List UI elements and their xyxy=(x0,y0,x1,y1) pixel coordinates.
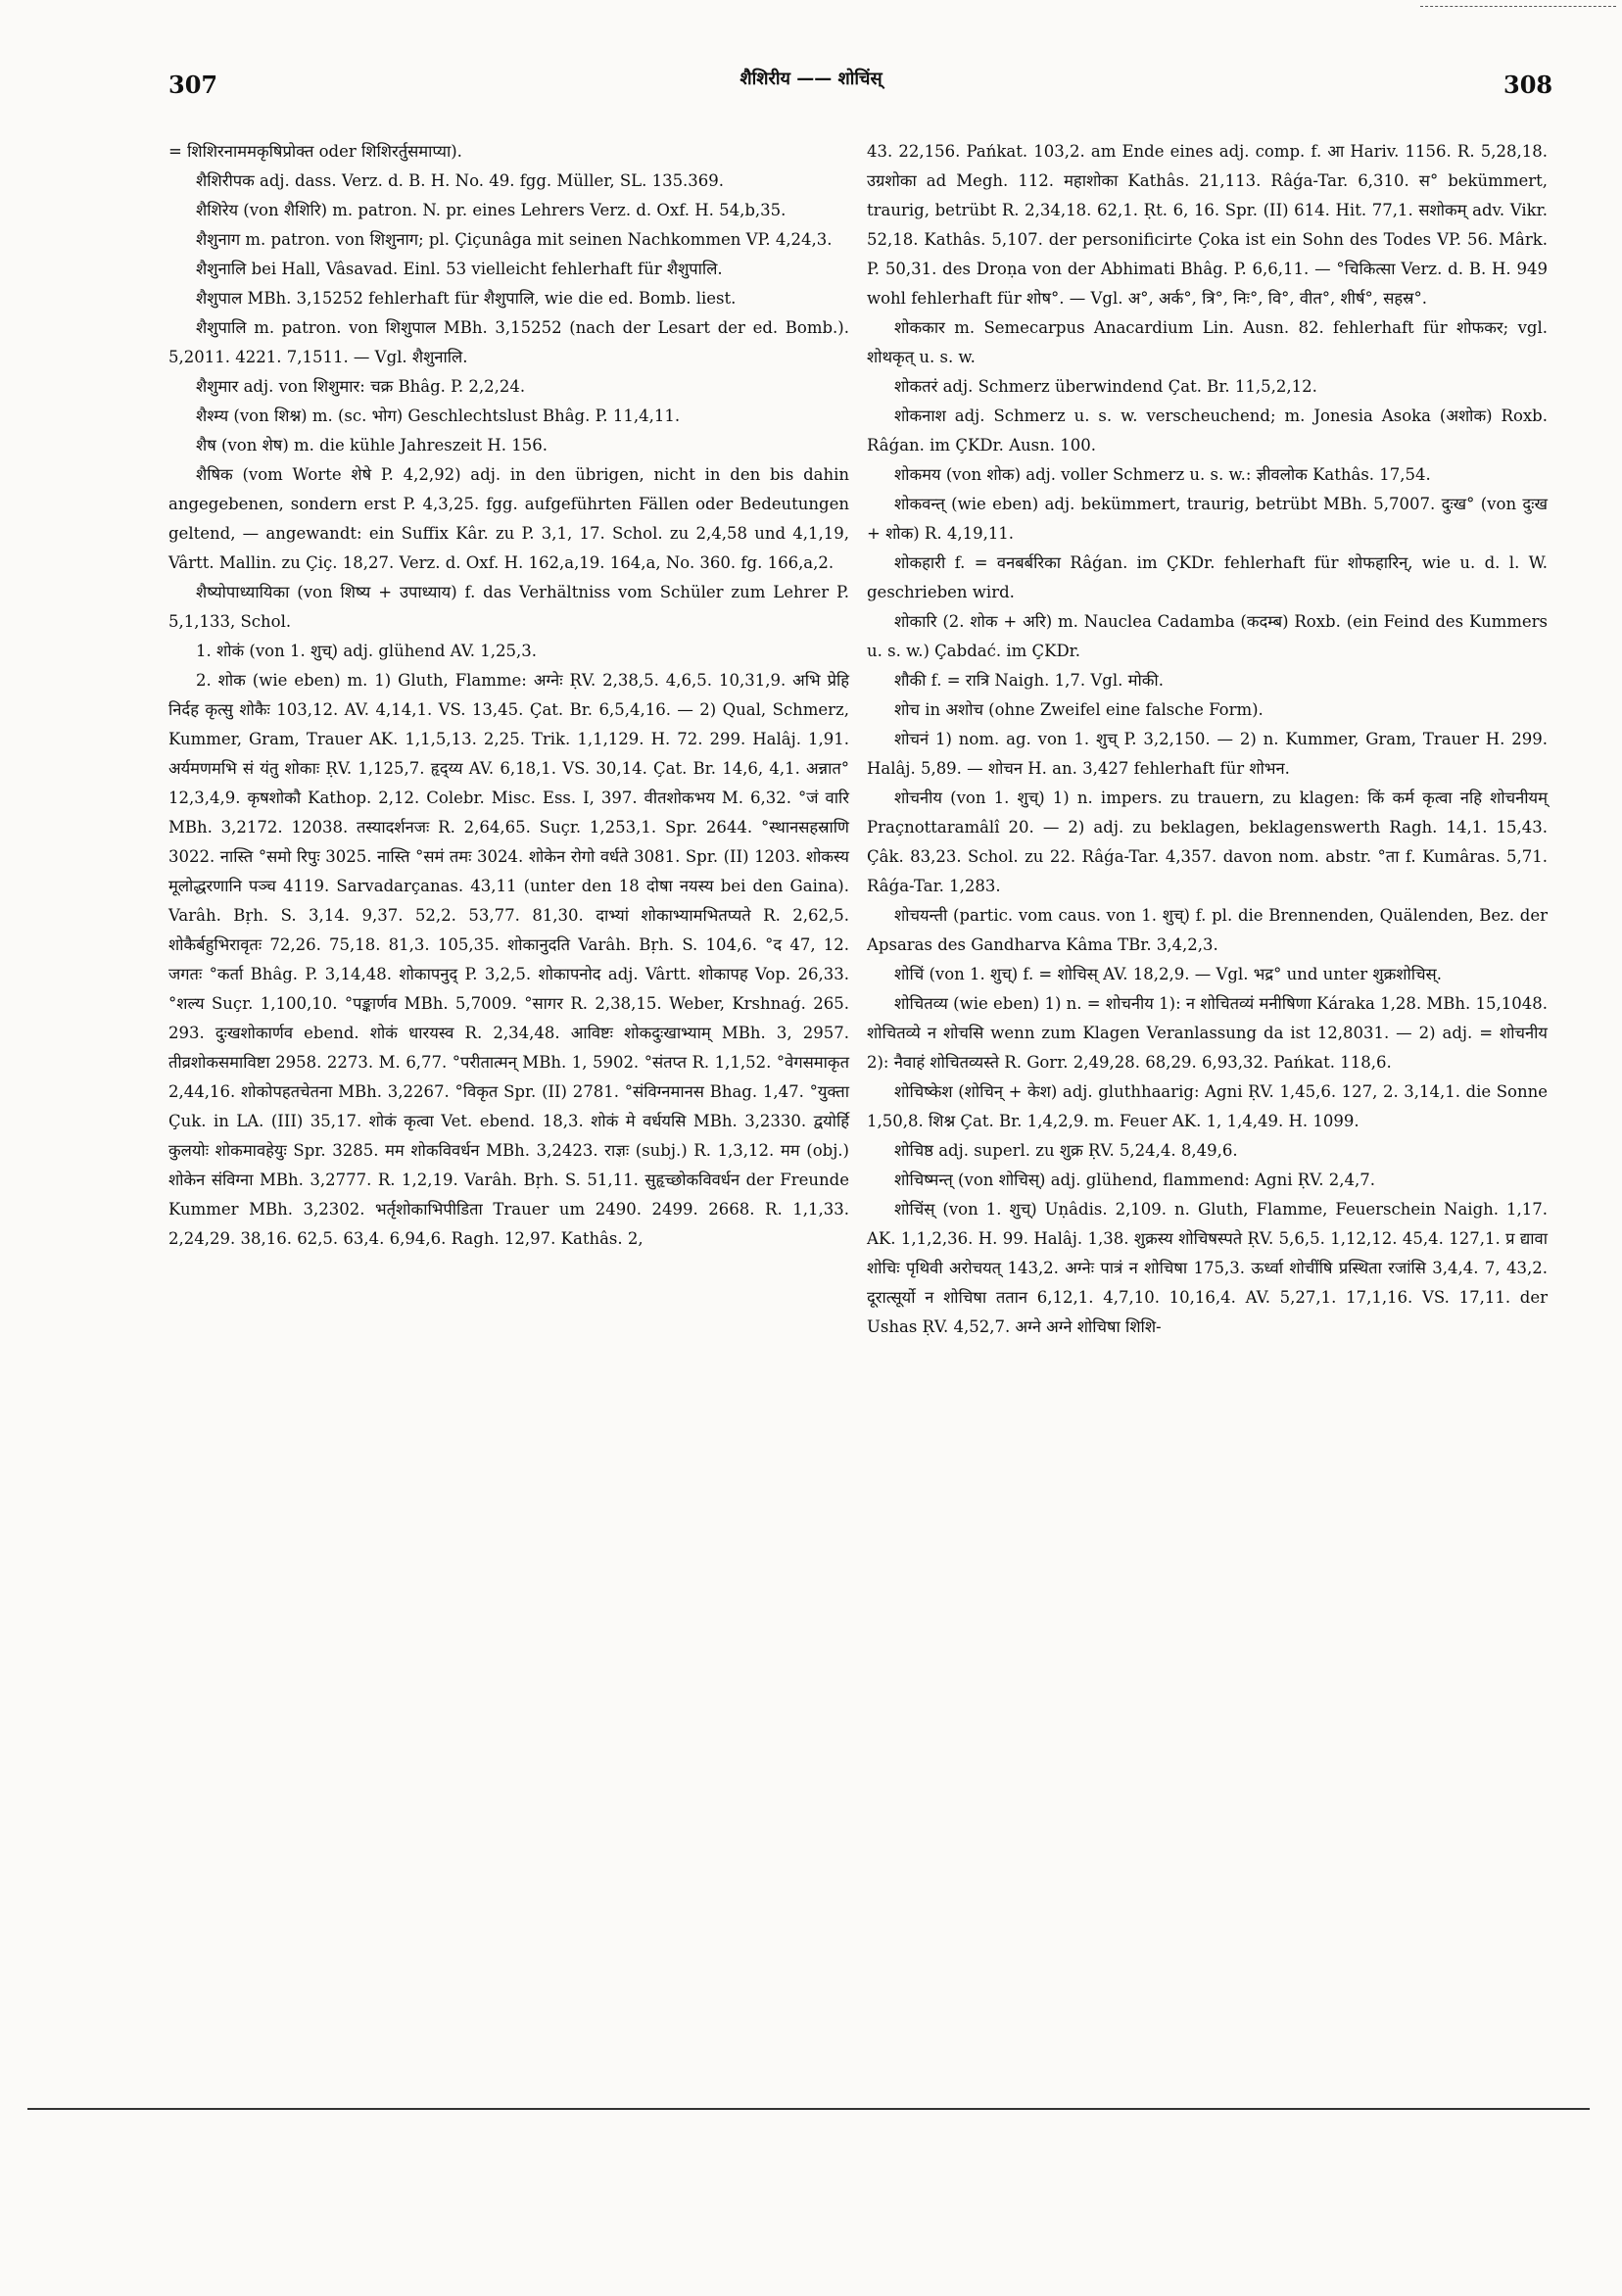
dictionary-entry: शोचिं (von 1. शुच्) f. = शोचिस् AV. 18,2,9. — Vgl. भद्र° und unter शुक्रशोचिस्. xyxy=(894,965,1442,983)
dictionary-entry: = शिशिरनाममकृषिप्रोक्त oder शिशिरर्तुसमाप्या). xyxy=(168,142,462,161)
dictionary-entry: शोकवन्त् (wie eben) adj. bekümmert, traurig, betrübt MBh. 5,7007. दुःख° (von दुःख + शोक) R. 4,19,11. xyxy=(867,495,1548,543)
dictionary-entry: शोचनं 1) nom. ag. von 1. शुच् P. 3,2,150. — 2) n. Kummer, Gram, Trauer H. 299. Halâj. 5,89. — शोचन H. an. 3,427 fehlerhaft für शोभन. xyxy=(867,730,1548,778)
dictionary-entry: शोकतरं adj. Schmerz überwindend Çat. Br. 11,5,2,12. xyxy=(894,377,1317,396)
left-column xyxy=(168,137,849,1254)
page-header-title: शैशिरीय —— शोचिंस् xyxy=(739,69,883,89)
dictionary-entry: शौकी f. = रात्रि Naigh. 1,7. Vgl. मोकी. xyxy=(894,671,1164,690)
dictionary-entry: शैषिक (vom Worte शेषे P. 4,2,92) adj. in den übrigen, nicht in den bis dahin angegebenen, sondern erst P. 4,3,25. fgg. aufgeführten Fällen oder Bedeutungen geltend, — angewandt: ein Suffix Kâr. zu P. 3,1, 17. Schol. zu 2,4,58 und 4,1,19, Vârtt. Mallin. zu Çiç. 18,27. Verz. d. Oxf. H. 162,a,19. 164,a, No. 360. fg. 166,a,2. xyxy=(168,465,849,572)
dictionary-entry: शोचिंस् (von 1. शुच्) Uṇâdis. 2,109. n. Gluth, Flamme, Feuerschein Naigh. 1,17. AK. 1,1,2,36. H. 99. Halâj. 1,38. शुक्रस्य शोचिषस्पते ṚV. 5,6,5. 1,12,12. 45,4. 127,1. प्र द्यावा शोचिः पृथिवी अरोचयत् 143,2. अग्नेः पात्रं न शोचिषा 175,3. ऊर्ध्वा शोचींषि प्रस्थिता रजांसि 3,4,4. 7, 43,2. दूरात्सूर्यो न शोचिषा ततान 6,12,1. 4,7,10. 10,16,4. AV. 5,27,1. 17,1,16. VS. 17,11. der Ushas ṚV. 4,52,7. अग्ने अग्ने शोचिषा शिशि- xyxy=(867,1200,1549,1336)
dictionary-entry: शोकारि (2. शोक + अरि) m. Nauclea Cadamba (कदम्ब) Roxb. (ein Feind des Kummers u. s. w.) Çabdać. im ÇKDr. xyxy=(867,612,1548,660)
dictionary-entry: शैशिरीपक adj. dass. Verz. d. B. H. No. 49. fgg. Müller, SL. 135.369. xyxy=(196,171,725,190)
bottom-rule xyxy=(27,2108,1590,2110)
dictionary-entry: शोकहारी f. = वनबर्बरिका Râǵan. im ÇKDr. fehlerhaft für शोफहारिन्, wie u. d. l. W. geschrieben wird. xyxy=(867,553,1548,601)
right-column xyxy=(867,137,1548,1342)
dictionary-entry: शैश्म्य (von शिश्न) m. (sc. भोग) Geschlechtslust Bhâg. P. 11,4,11. xyxy=(196,407,681,425)
dictionary-entry: शैशुनालि bei Hall, Vâsavad. Einl. 53 vielleicht fehlerhaft für शैशुपालि. xyxy=(196,260,723,278)
dictionary-entry: शोचिष्मन्त् (von शोचिस्) adj. glühend, flammend: Agni ṚV. 2,4,7. xyxy=(894,1171,1375,1189)
dictionary-entry: शोकमय (von शोक) adj. voller Schmerz u. s. w.: ज्ञीवलोक Kathâs. 17,54. xyxy=(894,465,1431,484)
dictionary-entry: शैष (von शेष) m. die kühle Jahreszeit H. 156. xyxy=(196,436,548,454)
page-number-left: 307 xyxy=(168,71,218,99)
dictionary-entry: शोचयन्ती (partic. vom caus. von 1. शुच्) f. pl. die Brennenden, Quälenden, Bez. der Apsaras des Gandharva Kâma TBr. 3,4,2,3. xyxy=(867,906,1548,954)
dictionary-entry: शोककार m. Semecarpus Anacardium Lin. Ausn. 82. fehlerhaft für शोफकर; vgl. शोथकृत् u. s. w. xyxy=(867,318,1548,366)
dictionary-entry: शोकनाश adj. Schmerz u. s. w. verscheuchend; m. Jonesia Asoka (अशोक) Roxb. Râǵan. im ÇKDr. Ausn. 100. xyxy=(867,407,1548,454)
dictionary-entry: शैशुपाल MBh. 3,15252 fehlerhaft für शैशुपालि, wie die ed. Bomb. liest. xyxy=(196,289,737,308)
dictionary-entry: शोचितव्य (wie eben) 1) n. = शोचनीय 1): न शोचितव्यं मनीषिणा Káraka 1,28. MBh. 15,1048. शोचितव्ये न शोचसि wenn zum Klagen Veranlassung da ist 12,8031. — 2) adj. = शोचनीय 2): नैवाहं शोचितव्यस्ते R. Gorr. 2,49,28. 68,29. 6,93,32. Pańkat. 118,6. xyxy=(867,994,1548,1072)
dictionary-entry: शैष्योपाध्यायिका (von शिष्य + उपाध्याय) f. das Verhältniss vom Schüler zum Lehrer P. 5,1,133, Schol. xyxy=(168,583,849,631)
dictionary-entry: शोच in अशोच (ohne Zweifel eine falsche Form). xyxy=(894,700,1264,719)
dictionary-entry: 43. 22,156. Pańkat. 103,2. am Ende eines adj. comp. f. आ Hariv. 1156. R. 5,28,18. उग्रशोका ad Megh. 112. महाशोका Kathâs. 21,113. Râǵa-Tar. 6,310. स° bekümmert, traurig, betrübt R. 2,34,18. 62,1. Ṛt. 6, 16. Spr. (II) 614. Hit. 77,1. सशोकम् adv. Vikr. 52,18. Kathâs. 5,107. der personificirte Çoka ist ein Sohn des Todes VP. 56. Mârk. P. 50,31. des Droṇa von der Abhimati Bhâg. P. 6,6,11. — °चिकित्सा Verz. d. B. H. 949 wohl fehlerhaft für शोष°. — Vgl. अ°, अर्क°, त्रि°, निः°, वि°, वीत°, शीर्ष°, सहस्र°. xyxy=(867,142,1548,308)
dictionary-entry: शोचिष्ठ adj. superl. zu शुक्र ṚV. 5,24,4. 8,49,6. xyxy=(894,1141,1238,1160)
dictionary-entry: शैशुपालि m. patron. von शिशुपाल MBh. 3,15252 (nach der Lesart der ed. Bomb.). 5,2011. 4221. 7,1511. — Vgl. शैशुनालि. xyxy=(168,318,849,366)
dictionary-entry: शोचिष्केश (शोचिन् + केश) adj. gluthhaarig: Agni ṚV. 1,45,6. 127, 2. 3,14,1. die Sonne 1,50,8. शिश्न Çat. Br. 1,4,2,9. m. Feuer AK. 1, 1,4,49. H. 1099. xyxy=(867,1082,1548,1130)
dictionary-entry: 2. शोक (wie eben) m. 1) Gluth, Flamme: अग्नेः ṚV. 2,38,5. 4,6,5. 10,31,9. अभि प्रेहि निर्दह कृत्सु शोकैः 103,12. AV. 4,14,1. VS. 13,45. Çat. Br. 6,5,4,16. — 2) Qual, Schmerz, Kummer, Gram, Trauer AK. 1,1,5,13. 2,25. Trik. 1,1,129. H. 72. 299. Halâj. 1,91. अर्यमणमभि सं यंतु शोकाः ṚV. 1,125,7. हृद्य्य AV. 6,18,1. VS. 30,14. Çat. Br. 14,6, 4,1. अन्नात° 12,3,4,9. कृषशोकौ Kathop. 2,12. Colebr. Misc. Ess. I, 397. वीतशोकभय M. 6,32. °जं वारि MBh. 3,2172. 12038. तस्यादर्शनजः R. 2,64,65. Suçr. 1,253,1. Spr. 2644. °स्थानसहस्राणि 3022. नास्ति °समो रिपुः 3025. नास्ति °समं तमः 3024. शोकेन रोगो वर्धते 3081. Spr. (II) 1203. शोकस्य मूलोद्धरणानि पञ्च 4119. Sarvadarçanas. 43,11 (unter den 18 दोषा नयस्य bei den Gaina). Varâh. Bṛh. S. 3,14. 9,37. 52,2. 53,77. 81,30. दाभ्यां शोकाभ्यामभितप्यते R. 2,62,5. शोकैर्बहुभिरावृतः 72,26. 75,18. 81,3. 105,35. शोकानुदति Varâh. Bṛh. S. 104,6. °द 47, 12. जगतः °कर्ता Bhâg. P. 3,14,48. शोकापनुद् P. 3,2,5. शोकापनोद adj. Vârtt. शोकापह Vop. 26,33. °शल्य Suçr. 1,100,10. °पङ्कार्णव MBh. 5,7009. °सागर R. 2,38,15. Weber, Krshnaǵ. 265. 293. दुःखशोकार्णव ebend. शोकं धारयस्व R. 2,34,48. आविष्टः शोकदुःखाभ्याम् MBh. 3, 2957. तीव्रशोकसमाविष्टा 2958. 2273. M. 6,77. °परीतात्मन् MBh. 1, 5902. °संतप्त R. 1,1,52. °वेगसमाकृत 2,44,16. शोकोपहतचेतना MBh. 3,2267. °विकृत Spr. (II) 2781. °संविग्नमानस Bhag. 1,47. °युक्ता Çuk. in LA. (III) 35,17. शोकं कृत्वा Vet. ebend. 18,3. शोकं मे वर्धयसि MBh. 3,2330. द्वयोर्हि कुलयोः शोकमावहेयुः Spr. 3285. मम शोकविवर्धन MBh. 3,2423. राज्ञः (subj.) R. 1,3,12. मम (obj.) शोकेन संविग्ना MBh. 3,2777. R. 1,2,19. Varâh. Bṛh. S. 51,11. सुहृच्छोकविवर्धन der Freunde Kummer MBh. 3,2302. भर्तृशोकाभिपीडिता Trauer um 2490. 2499. 2668. R. 1,1,33. 2,24,29. 38,16. 62,5. 63,4. 6,94,6. Ragh. 12,97. Kathâs. 2, xyxy=(168,671,849,1248)
page-number-right: 308 xyxy=(1503,71,1553,99)
top-edge-mark xyxy=(1420,6,1616,8)
dictionary-entry: शैशुमार adj. von शिशुमार: चक्र Bhâg. P. 2,2,24. xyxy=(196,377,526,396)
dictionary-entry: 1. शोकं (von 1. शुच्) adj. glühend AV. 1,25,3. xyxy=(196,642,537,660)
dictionary-entry: शोचनीय (von 1. शुच्) 1) n. impers. zu trauern, zu klagen: किं कर्म कृत्वा नहि शोचनीयम् Praçnottaramâlî 20. — 2) adj. zu beklagen, beklagenswerth Ragh. 14,1. 15,43. Çâk. 83,23. Schol. zu 22. Râǵa-Tar. 4,357. davon nom. abstr. °ता f. Kumâras. 5,71. Râǵa-Tar. 1,283. xyxy=(867,789,1548,895)
dictionary-entry: शैशुनाग m. patron. von शिशुनाग; pl. Çiçunâga mit seinen Nachkommen VP. 4,24,3. xyxy=(196,230,833,249)
dictionary-entry: शैशिरेय (von शैशिरि) m. patron. N. pr. eines Lehrers Verz. d. Oxf. H. 54,b,35. xyxy=(196,201,787,219)
